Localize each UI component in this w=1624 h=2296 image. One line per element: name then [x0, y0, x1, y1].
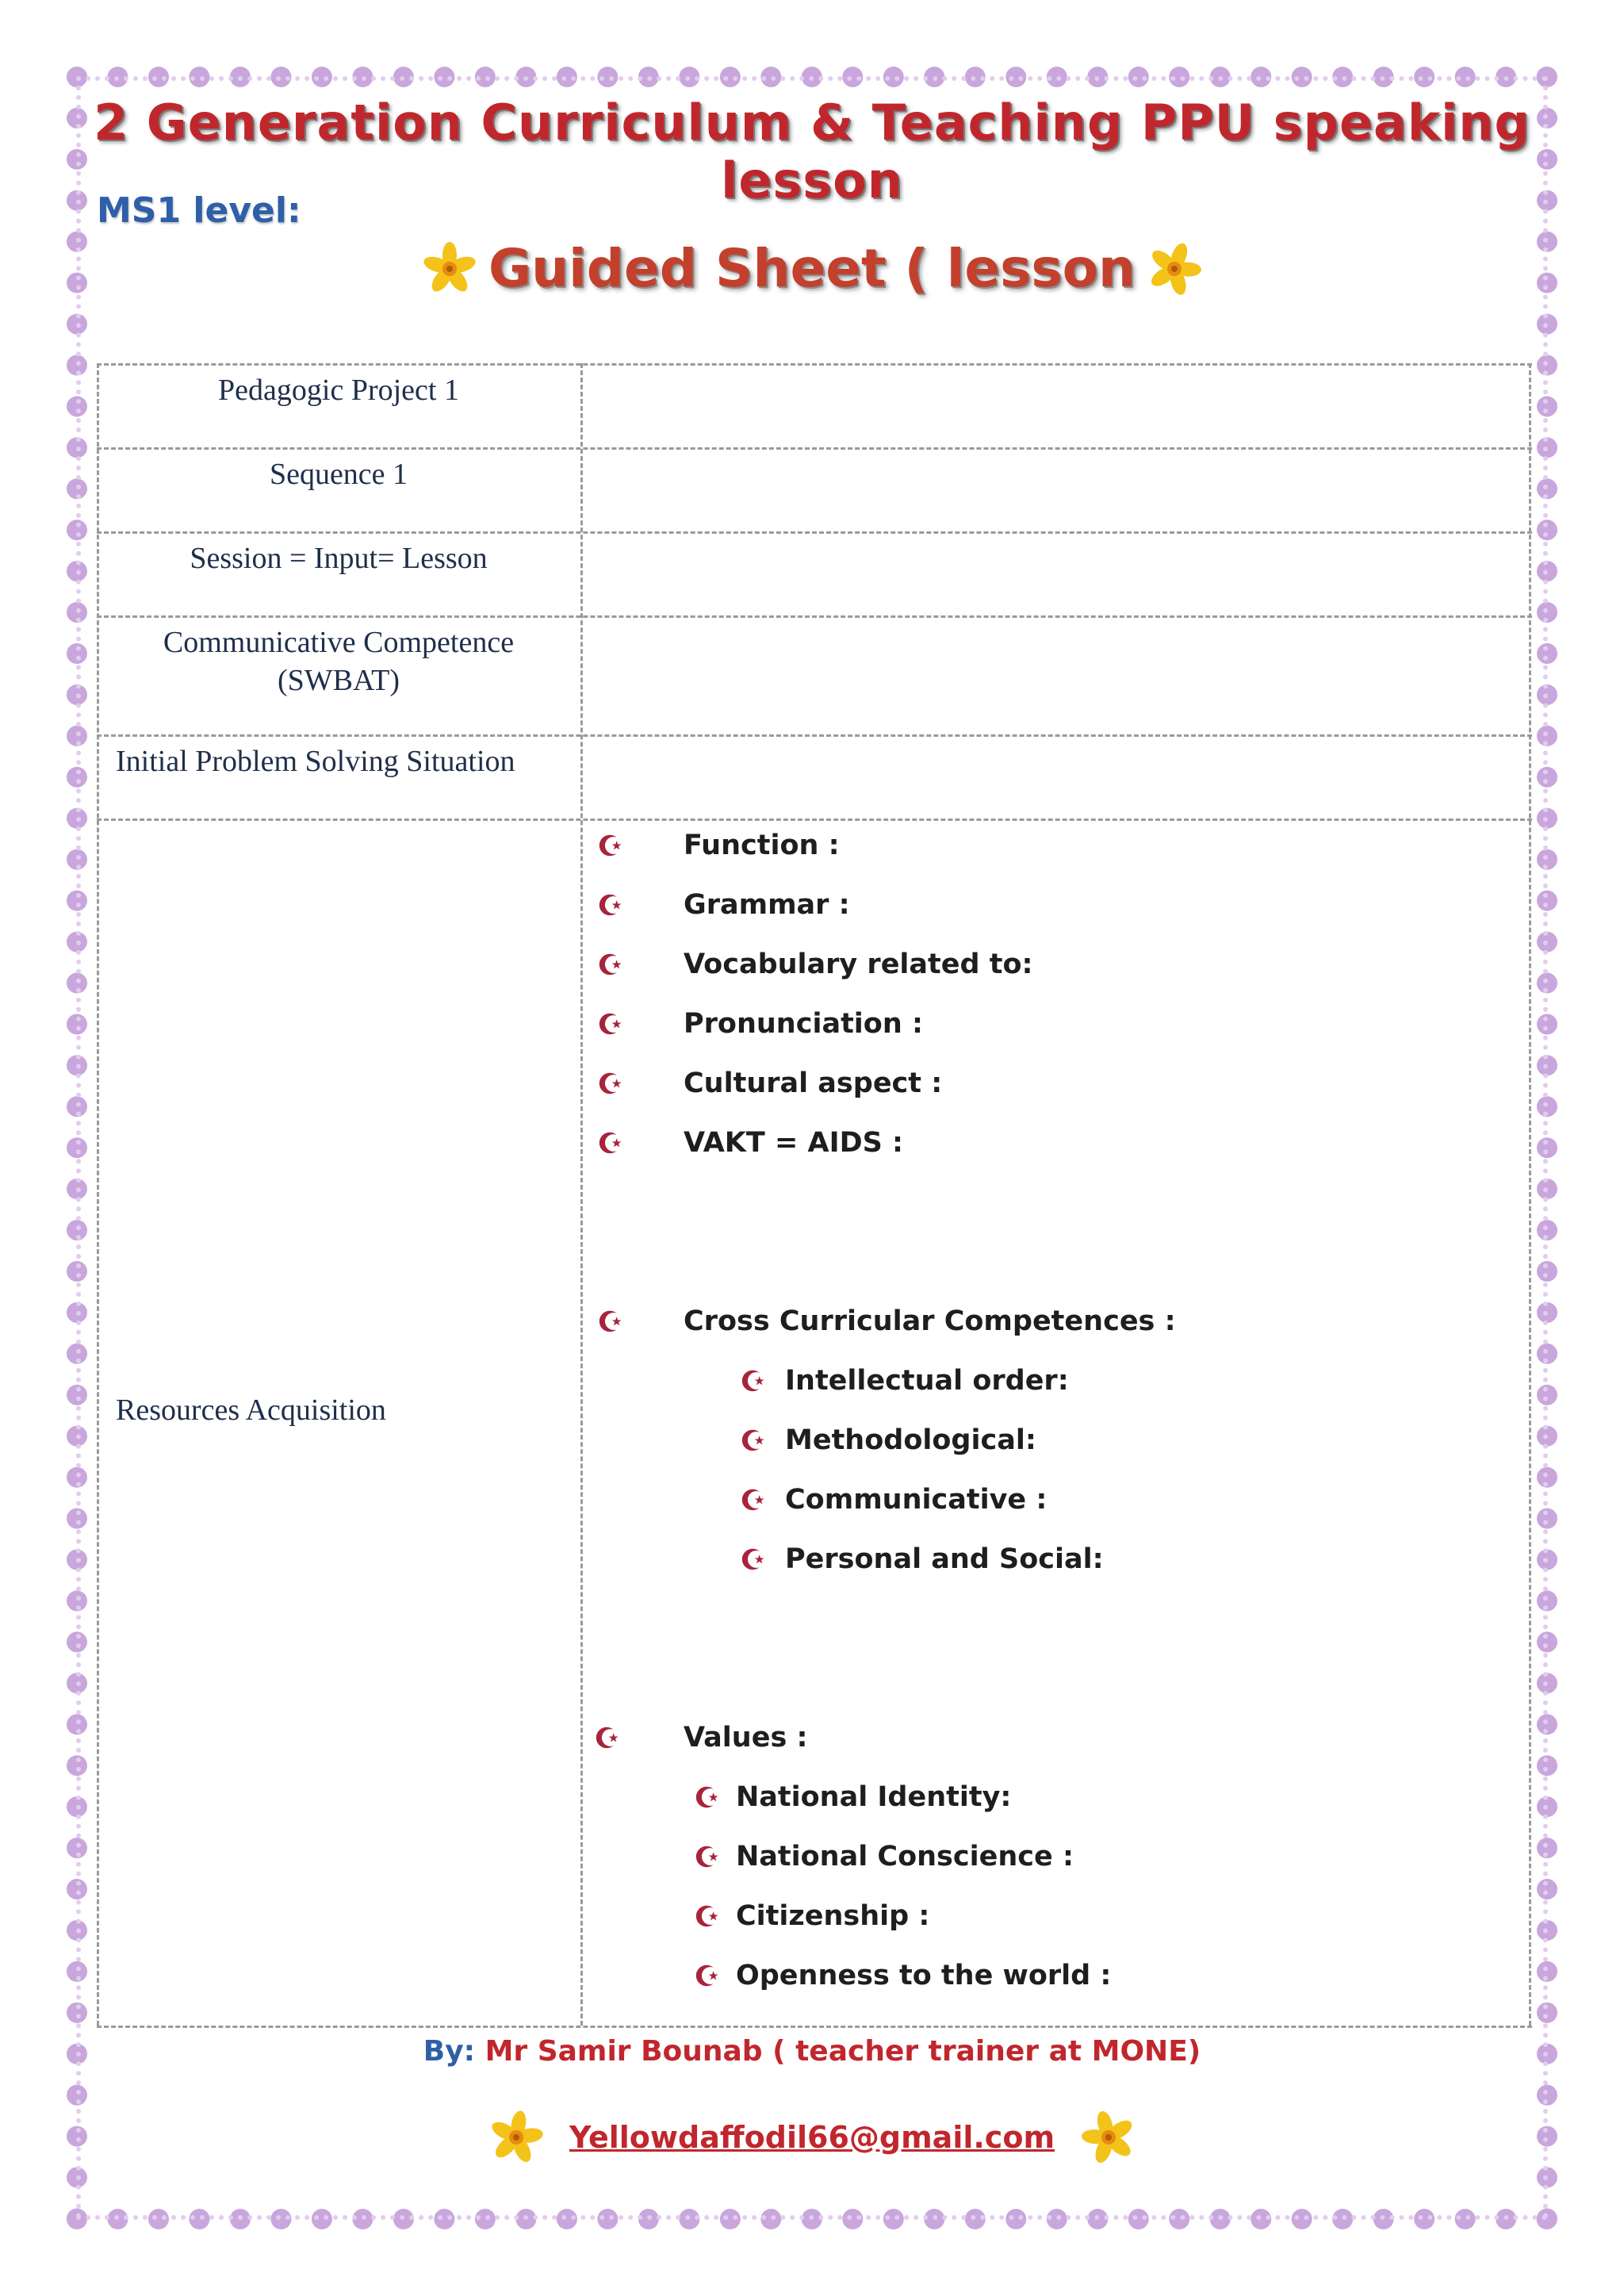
level-label: MS1 level: — [97, 190, 301, 231]
row-value-initial-problem[interactable] — [584, 738, 1526, 817]
crescent-star-icon — [596, 830, 626, 861]
row-label-session: Session = Input= Lesson — [190, 542, 488, 575]
cross-curricular-item: Methodological: — [785, 1424, 1036, 1456]
sheet-title-row — [0, 238, 1624, 299]
crescent-star-icon — [693, 1782, 723, 1812]
crescent-star-icon — [739, 1425, 769, 1455]
crescent-star-icon — [693, 1901, 723, 1931]
row-label-communicative-competence: Communicative Competence — [163, 626, 515, 659]
row-label-pedagogic-project: Pedagogic Project 1 — [218, 374, 459, 407]
table-rule — [97, 734, 1532, 737]
daffodil-icon — [488, 2110, 544, 2165]
resource-item: Grammar : — [684, 889, 850, 921]
page-title: 2 Generation Curriculum & Teaching PPU speaking lesson — [94, 94, 1530, 209]
resource-item: Vocabulary related to: — [684, 949, 1033, 980]
row-label-swbat: (SWBAT) — [277, 664, 400, 697]
cross-curricular-item: Personal and Social: — [785, 1543, 1104, 1575]
row-value-session[interactable] — [584, 535, 1526, 614]
crescent-star-icon — [596, 1009, 626, 1039]
lesson-table — [97, 363, 1532, 2029]
table-rule — [97, 447, 1532, 450]
crescent-star-icon — [593, 1723, 623, 1753]
resource-item: Pronunciation : — [684, 1008, 923, 1040]
by-label: By: — [423, 2035, 476, 2068]
table-rule — [97, 818, 1532, 821]
table-rule — [97, 363, 99, 2026]
table-rule — [97, 531, 1532, 534]
table-rule — [97, 2026, 1532, 2028]
values-item: Citizenship : — [736, 1900, 930, 1932]
crescent-star-icon — [596, 1306, 626, 1336]
daffodil-icon — [422, 241, 477, 297]
row-value-communicative-competence[interactable] — [584, 619, 1526, 733]
daffodil-icon — [1081, 2110, 1136, 2165]
crescent-star-icon — [596, 1068, 626, 1098]
cross-curricular-item: Communicative : — [785, 1484, 1048, 1516]
resource-item: VAKT = AIDS : — [684, 1127, 904, 1159]
cross-curricular-item: Intellectual order: — [785, 1365, 1069, 1397]
sheet-title: Guided Sheet ( lesson — [488, 238, 1136, 299]
values-item: National Conscience : — [736, 1841, 1074, 1872]
author-name: Mr Samir Bounab ( teacher trainer at MONE) — [475, 2035, 1201, 2068]
row-label-sequence: Sequence 1 — [269, 458, 408, 491]
row-value-sequence[interactable] — [584, 450, 1526, 530]
row-value-pedagogic-project[interactable] — [584, 366, 1526, 446]
email-link[interactable]: Yellowdaffodil66@gmail.com — [569, 2120, 1055, 2155]
crescent-star-icon — [739, 1485, 769, 1515]
table-rule — [97, 615, 1532, 618]
values-item: National Identity: — [736, 1781, 1012, 1813]
email-row — [0, 2110, 1624, 2165]
crescent-star-icon — [739, 1366, 769, 1396]
crescent-star-icon — [596, 890, 626, 920]
resource-item: Function : — [684, 830, 840, 861]
crescent-star-icon — [596, 949, 626, 979]
values-title: Values : — [684, 1722, 808, 1754]
resource-item: Cultural aspect : — [684, 1068, 943, 1099]
table-rule — [1529, 363, 1531, 2026]
table-rule — [97, 363, 1532, 366]
table-rule — [580, 363, 583, 2026]
author-line — [0, 2035, 1624, 2068]
values-item: Openness to the world : — [736, 1960, 1112, 1991]
row-label-initial-problem: Initial Problem Solving Situation — [116, 745, 515, 778]
crescent-star-icon — [596, 1128, 626, 1158]
row-label-resources-acquisition: Resources Acquisition — [116, 1393, 386, 1427]
crescent-star-icon — [693, 1842, 723, 1872]
crescent-star-icon — [693, 1961, 723, 1991]
crescent-star-icon — [739, 1544, 769, 1574]
cross-curricular-title: Cross Curricular Competences : — [684, 1305, 1176, 1337]
daffodil-icon — [1147, 241, 1202, 297]
